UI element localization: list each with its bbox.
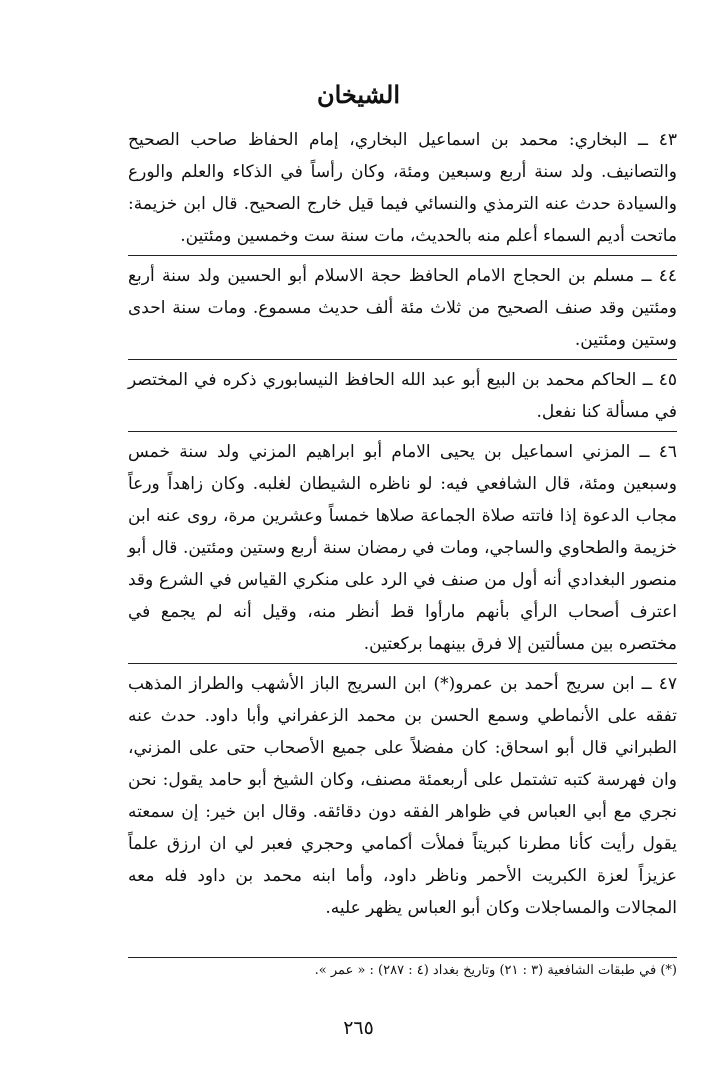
entry-46-muzani: ٤٦ ــ المزني اسماعيل بن يحيى الامام أبو ابراهيم المزني ولد سنة خمس وسبعين ومئة، قال الشافعي فيه: لو ناظره الشيطان لغلبه. وكان زاهداً ورعاً مجاب الدعوة إذا فاتته صلاة الجماعة صلاها خمساً وعشرين مرة، روى عنه ابن خزيمة والطحاوي والساجي، ومات في رمضان سنة أربع وستين ومئتين. قال أبو منصور البغدادي أنه أول من صنف في الرد على منكري القياس في الشرع وقد اعترف أصحاب الرأي بأنهم مارأوا قط أنظر منه، وقيل أنه لم يجمع في مختصره بين مسألتين إلا فرق بينهما بركعتين.: [128, 442, 677, 654]
footnote: (*) في طبقات الشافعية (٣ : ٢١) وتاريخ بغداد (٤ : ٢٨٧) : « عمر ».: [314, 963, 677, 978]
entry-separator: [128, 431, 677, 432]
entry-43-bukhari: ٤٣ ــ البخاري: محمد بن اسماعيل البخاري، إمام الحفاظ صاحب الصحيح والتصانيف. ولد سنة أربع وسبعين ومئة، وكان رأساً في الذكاء والعلم والورع والسيادة حدث عنه الترمذي والنسائي فيما قيل خارج الصحيح. قال ابن خزيمة: ماتحت أديم السماء أعلم منه بالحديث، مات سنة ست وخمسين ومئتين.: [128, 130, 677, 246]
running-header: الشيخان: [316, 80, 401, 109]
page-body: [128, 124, 677, 924]
page-number: ٢٦٥: [343, 1017, 374, 1039]
entry-separator: [128, 663, 677, 664]
entry-separator: [128, 359, 677, 360]
entry-45-hakim: ٤٥ ــ الحاكم محمد بن البيع أبو عبد الله الحافظ النيسابوري ذكره في المختصر في مسألة كنا نفعل.: [128, 370, 677, 422]
entry-44-muslim: ٤٤ ــ مسلم بن الحجاج الامام الحافظ حجة الاسلام أبو الحسين ولد سنة أربع ومئتين وقد صنف الصحيح من ثلاث مئة ألف حديث مسموع. ومات سنة احدى وستين ومئتين.: [128, 266, 677, 350]
entry-separator: [128, 255, 677, 256]
entry-47-ibn-surayj: ٤٧ ــ ابن سريج أحمد بن عمرو(*) ابن السريج الباز الأشهب والطراز المذهب تفقه على الأنماطي وسمع الحسن بن محمد الزعفراني وأبا داود. حدث عنه الطبراني قال أبو اسحاق: كان مفضلاً على جميع الأصحاب حتى على المزني، وان فهرسة كتبه تشتمل على أربعمئة مصنف، وكان الشيخ أبو حامد يقول: نحن نجري مع أبي العباس في ظواهر الفقه دون دقائقه. وقال ابن خير: إن سمعته يقول رأيت كأنا مطرنا كبريتاً فملأت أكمامي وحجري فعبر لي ان ارزق علماً عزيزاً لعزة الكبريت الأحمر وناظر داود، وأما ابنه محمد بن داود فله معه المجالات والمساجلات وكان أبو العباس يظهر عليه.: [128, 674, 677, 918]
footnote-divider: [128, 957, 677, 958]
